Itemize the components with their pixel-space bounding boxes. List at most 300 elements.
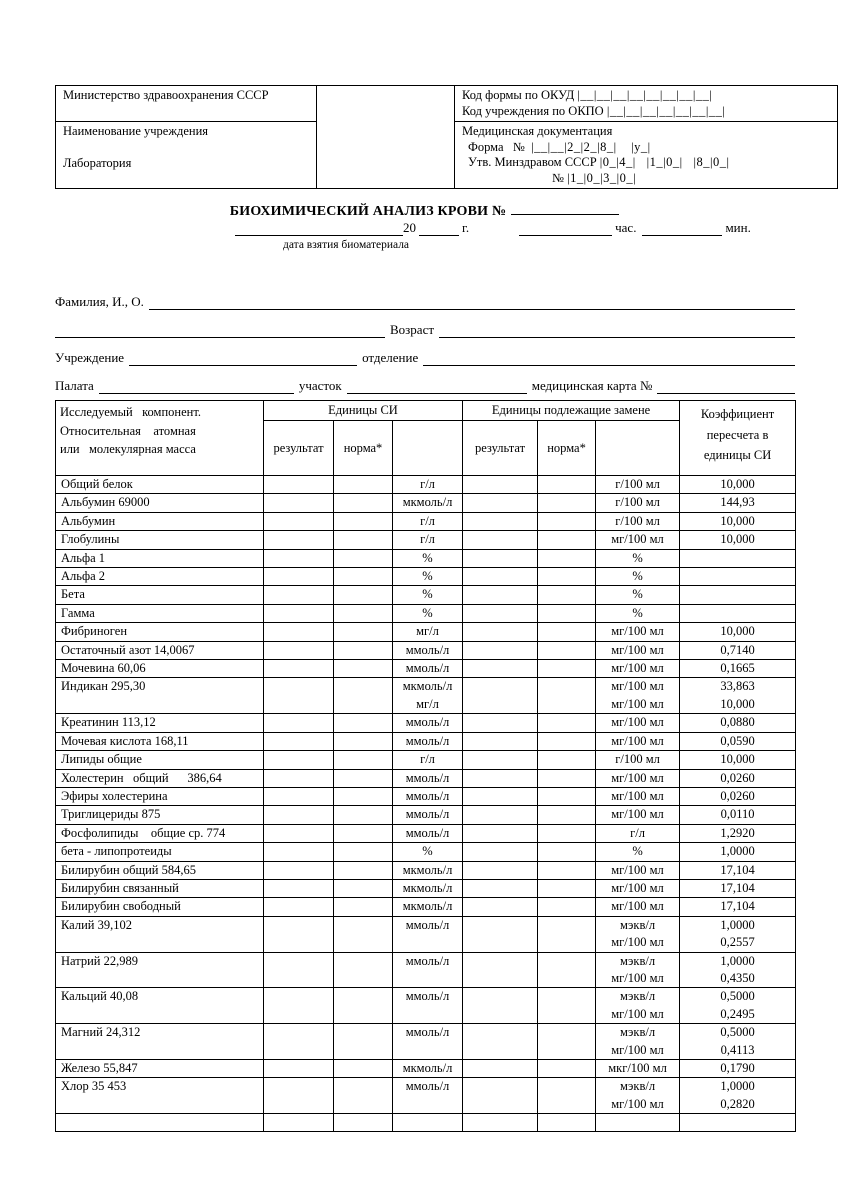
header-codes-box bbox=[55, 85, 838, 189]
cell-unit: мг/100 мл bbox=[596, 898, 680, 916]
cell-name: Калий 39,102 bbox=[56, 916, 264, 952]
institution-label: Учреждение bbox=[55, 350, 125, 365]
cell-unit: % bbox=[393, 843, 463, 861]
cell-norm bbox=[538, 1060, 596, 1078]
form-number-boxes: |__|__|2_|2_|8_| |у_| bbox=[531, 139, 651, 154]
cell-res bbox=[264, 732, 334, 750]
table-row bbox=[56, 714, 796, 732]
cell-name: Железо 55,847 bbox=[56, 1060, 264, 1078]
cell-res bbox=[463, 751, 538, 769]
cell-unit: % bbox=[596, 586, 680, 604]
med-doc-cell bbox=[455, 122, 838, 189]
cell-norm bbox=[538, 952, 596, 988]
cell-k: 0,1665 bbox=[680, 660, 796, 678]
cell-unit bbox=[596, 1114, 680, 1132]
cell-res bbox=[463, 494, 538, 512]
cell-unit: ммоль/л bbox=[393, 714, 463, 732]
coefficient-column-header: Коэффициент пересчета в единицы СИ bbox=[680, 401, 796, 476]
cell-name: Билирубин связанный bbox=[56, 879, 264, 897]
cell-unit: ммоль/л bbox=[393, 952, 463, 988]
cell-name: Альфа 1 bbox=[56, 549, 264, 567]
cell-unit: % bbox=[393, 549, 463, 567]
cell-name: Магний 24,312 bbox=[56, 1024, 264, 1060]
patient-age-row bbox=[55, 310, 795, 338]
cell-norm bbox=[334, 604, 393, 622]
cell-res bbox=[463, 604, 538, 622]
cell-res bbox=[463, 879, 538, 897]
cell-k: 144,93 bbox=[680, 494, 796, 512]
cell-res bbox=[463, 678, 538, 714]
cell-norm bbox=[538, 769, 596, 787]
cell-name: Гамма bbox=[56, 604, 264, 622]
table-row bbox=[56, 1078, 796, 1114]
cell-res bbox=[463, 769, 538, 787]
table-row bbox=[56, 732, 796, 750]
cell-unit: % bbox=[596, 604, 680, 622]
cell-res bbox=[264, 531, 334, 549]
minute-blank bbox=[642, 235, 722, 236]
cell-k: 1,0000 0,2557 bbox=[680, 916, 796, 952]
cell-norm bbox=[538, 861, 596, 879]
cell-unit: ммоль/л bbox=[393, 660, 463, 678]
cell-name: Билирубин общий 584,65 bbox=[56, 861, 264, 879]
cell-k: 33,863 10,000 bbox=[680, 678, 796, 714]
cell-res bbox=[463, 843, 538, 861]
cell-unit: % bbox=[393, 586, 463, 604]
cell-unit: ммоль/л bbox=[393, 1024, 463, 1060]
patient-name-blank-2 bbox=[55, 337, 385, 338]
cell-res bbox=[264, 1024, 334, 1060]
cell-norm bbox=[538, 787, 596, 805]
cell-k: 10,000 bbox=[680, 531, 796, 549]
cell-unit: мг/л bbox=[393, 623, 463, 641]
codes-cell bbox=[455, 86, 838, 122]
cell-name: Эфиры холестерина bbox=[56, 787, 264, 805]
cell-res bbox=[264, 641, 334, 659]
table-row bbox=[56, 586, 796, 604]
cell-res bbox=[264, 1078, 334, 1114]
cell-norm bbox=[334, 549, 393, 567]
cell-res bbox=[264, 861, 334, 879]
cell-unit: мг/100 мл bbox=[596, 879, 680, 897]
cell-unit: мкг/100 мл bbox=[596, 1060, 680, 1078]
cell-unit: г/л bbox=[393, 512, 463, 530]
cell-name: Холестерин общий 386,64 bbox=[56, 769, 264, 787]
institution-blank bbox=[129, 365, 357, 366]
cell-unit: мэкв/л мг/100 мл bbox=[596, 952, 680, 988]
cell-name: Остаточный азот 14,0067 bbox=[56, 641, 264, 659]
cell-unit: ммоль/л bbox=[393, 806, 463, 824]
ministry-label: Министерство здравоохранения СССР bbox=[63, 88, 269, 102]
cell-unit: ммоль/л bbox=[393, 641, 463, 659]
cell-res bbox=[264, 879, 334, 897]
cell-res bbox=[264, 916, 334, 952]
cell-res bbox=[264, 806, 334, 824]
cell-norm bbox=[334, 806, 393, 824]
district-label: участок bbox=[298, 378, 342, 393]
med-card-blank bbox=[657, 393, 795, 394]
age-label: Возраст bbox=[390, 322, 435, 337]
table-row bbox=[56, 1114, 796, 1132]
cell-name: Альбумин bbox=[56, 512, 264, 530]
cell-norm bbox=[538, 916, 596, 952]
cell-res bbox=[463, 1114, 538, 1132]
cell-unit: ммоль/л bbox=[393, 916, 463, 952]
cell-res bbox=[264, 952, 334, 988]
cell-name: бета - липопротеиды bbox=[56, 843, 264, 861]
old-result-header: результат bbox=[463, 421, 538, 476]
cell-k: 1,0000 0,2820 bbox=[680, 1078, 796, 1114]
cell-norm bbox=[538, 660, 596, 678]
cell-res bbox=[463, 1078, 538, 1114]
cell-k bbox=[680, 604, 796, 622]
institution-cell bbox=[56, 122, 317, 189]
table-row bbox=[56, 604, 796, 622]
cell-norm bbox=[334, 916, 393, 952]
cell-res bbox=[264, 476, 334, 494]
cell-norm bbox=[334, 952, 393, 988]
cell-name: Индикан 295,30 bbox=[56, 678, 264, 714]
results-table-body bbox=[56, 476, 796, 1132]
cell-res bbox=[463, 732, 538, 750]
cell-name: Мочевая кислота 168,11 bbox=[56, 732, 264, 750]
cell-norm bbox=[334, 531, 393, 549]
cell-res bbox=[463, 824, 538, 842]
age-blank bbox=[439, 337, 795, 338]
cell-res bbox=[463, 952, 538, 988]
cell-norm bbox=[334, 1078, 393, 1114]
cell-res bbox=[264, 1114, 334, 1132]
cell-unit: ммоль/л bbox=[393, 732, 463, 750]
cell-k: 0,5000 0,4113 bbox=[680, 1024, 796, 1060]
table-row bbox=[56, 568, 796, 586]
cell-norm bbox=[334, 714, 393, 732]
institution-name-label: Наименование учреждения bbox=[63, 124, 209, 138]
cell-norm bbox=[334, 1060, 393, 1078]
cell-res bbox=[463, 568, 538, 586]
cell-k: 0,0110 bbox=[680, 806, 796, 824]
cell-unit: % bbox=[393, 604, 463, 622]
cell-norm bbox=[538, 714, 596, 732]
year-suffix: г. bbox=[462, 220, 470, 235]
cell-norm bbox=[334, 843, 393, 861]
table-row bbox=[56, 476, 796, 494]
approved-date-boxes: |0_|4_| |1_|0_| |8_|0_| bbox=[599, 155, 730, 169]
cell-res bbox=[463, 476, 538, 494]
cell-unit: % bbox=[393, 568, 463, 586]
cell-res bbox=[264, 586, 334, 604]
table-row bbox=[56, 879, 796, 897]
cell-res bbox=[463, 586, 538, 604]
patient-name-label: Фамилия, И., О. bbox=[55, 294, 144, 309]
date-caption: дата взятия биоматериала bbox=[283, 239, 410, 251]
cell-k bbox=[680, 568, 796, 586]
cell-k: 0,1790 bbox=[680, 1060, 796, 1078]
table-row bbox=[56, 806, 796, 824]
cell-unit: мг/100 мл bbox=[596, 531, 680, 549]
cell-norm bbox=[538, 1114, 596, 1132]
cell-k: 0,5000 0,2495 bbox=[680, 988, 796, 1024]
cell-unit: г/100 мл bbox=[596, 476, 680, 494]
cell-norm bbox=[334, 586, 393, 604]
cell-k: 0,7140 bbox=[680, 641, 796, 659]
cell-res bbox=[264, 1060, 334, 1078]
old-units-group-header: Единицы подлежащие замене bbox=[463, 401, 680, 421]
old-norm-header: норма* bbox=[538, 421, 596, 476]
cell-norm bbox=[334, 1114, 393, 1132]
cell-name: Мочевина 60,06 bbox=[56, 660, 264, 678]
cell-norm bbox=[538, 623, 596, 641]
okud-code-boxes: |__|__|__|__|__|__|__|__| bbox=[577, 88, 713, 102]
order-number-line: № |1_|0_|3_|0_| bbox=[552, 170, 637, 185]
cell-res bbox=[264, 678, 334, 714]
cell-unit: ммоль/л bbox=[393, 1078, 463, 1114]
cell-norm bbox=[538, 512, 596, 530]
results-table bbox=[55, 400, 796, 1132]
cell-norm bbox=[334, 623, 393, 641]
cell-k: 1,0000 bbox=[680, 843, 796, 861]
cell-norm bbox=[538, 843, 596, 861]
cell-name: Глобулины bbox=[56, 531, 264, 549]
header-empty-cell bbox=[317, 86, 455, 189]
cell-unit: мг/100 мл bbox=[596, 861, 680, 879]
cell-name: Креатинин 113,12 bbox=[56, 714, 264, 732]
cell-k bbox=[680, 1114, 796, 1132]
cell-unit: мэкв/л мг/100 мл bbox=[596, 988, 680, 1024]
cell-res bbox=[463, 988, 538, 1024]
cell-norm bbox=[334, 641, 393, 659]
cell-norm bbox=[538, 604, 596, 622]
cell-unit: г/100 мл bbox=[596, 512, 680, 530]
district-blank bbox=[347, 393, 527, 394]
cell-res bbox=[463, 806, 538, 824]
institution-row bbox=[55, 338, 795, 366]
cell-norm bbox=[538, 476, 596, 494]
cell-unit: мг/100 мл bbox=[596, 806, 680, 824]
table-row bbox=[56, 824, 796, 842]
cell-name: Альфа 2 bbox=[56, 568, 264, 586]
cell-name: Бета bbox=[56, 586, 264, 604]
cell-res bbox=[264, 824, 334, 842]
cell-norm bbox=[334, 476, 393, 494]
cell-k: 17,104 bbox=[680, 898, 796, 916]
cell-name: Общий белок bbox=[56, 476, 264, 494]
cell-k: 17,104 bbox=[680, 861, 796, 879]
department-label: отделение bbox=[362, 350, 419, 365]
cell-unit: % bbox=[596, 568, 680, 586]
cell-res bbox=[264, 787, 334, 805]
table-row bbox=[56, 641, 796, 659]
cell-norm bbox=[334, 861, 393, 879]
cell-res bbox=[264, 568, 334, 586]
cell-name bbox=[56, 1114, 264, 1132]
hour-label: час. bbox=[615, 220, 637, 235]
table-row bbox=[56, 549, 796, 567]
cell-res bbox=[463, 898, 538, 916]
cell-norm bbox=[538, 1024, 596, 1060]
cell-res bbox=[264, 898, 334, 916]
cell-res bbox=[463, 623, 538, 641]
cell-k: 17,104 bbox=[680, 879, 796, 897]
cell-unit: г/100 мл bbox=[596, 494, 680, 512]
cell-norm bbox=[538, 586, 596, 604]
cell-unit: мэкв/л мг/100 мл bbox=[596, 916, 680, 952]
cell-k: 1,0000 0,4350 bbox=[680, 952, 796, 988]
cell-res bbox=[463, 1060, 538, 1078]
cell-norm bbox=[538, 988, 596, 1024]
year-blank bbox=[419, 235, 459, 236]
cell-k bbox=[680, 549, 796, 567]
cell-norm bbox=[334, 494, 393, 512]
cell-res bbox=[264, 604, 334, 622]
table-row bbox=[56, 861, 796, 879]
table-row bbox=[56, 952, 796, 988]
cell-name: Билирубин свободный bbox=[56, 898, 264, 916]
cell-res bbox=[264, 988, 334, 1024]
cell-norm bbox=[538, 531, 596, 549]
cell-unit: мг/100 мл bbox=[596, 732, 680, 750]
table-row bbox=[56, 769, 796, 787]
cell-norm bbox=[334, 678, 393, 714]
cell-unit: мэкв/л мг/100 мл bbox=[596, 1078, 680, 1114]
cell-k: 10,000 bbox=[680, 751, 796, 769]
cell-res bbox=[264, 714, 334, 732]
cell-norm bbox=[538, 1078, 596, 1114]
cell-k: 0,0260 bbox=[680, 787, 796, 805]
cell-norm bbox=[334, 732, 393, 750]
cell-k bbox=[680, 586, 796, 604]
cell-norm bbox=[538, 641, 596, 659]
table-row bbox=[56, 898, 796, 916]
cell-norm bbox=[538, 549, 596, 567]
department-blank bbox=[423, 365, 795, 366]
cell-name: Фибриноген bbox=[56, 623, 264, 641]
table-row bbox=[56, 494, 796, 512]
cell-k: 0,0880 bbox=[680, 714, 796, 732]
cell-unit: мкмоль/л bbox=[393, 494, 463, 512]
cell-res bbox=[463, 861, 538, 879]
cell-k: 10,000 bbox=[680, 512, 796, 530]
cell-unit: г/л bbox=[393, 531, 463, 549]
table-row bbox=[56, 512, 796, 530]
date-line bbox=[235, 219, 788, 236]
table-row bbox=[56, 1060, 796, 1078]
cell-name: Натрий 22,989 bbox=[56, 952, 264, 988]
order-number-boxes: |1_|0_|3_|0_| bbox=[567, 170, 637, 185]
hour-blank bbox=[519, 235, 612, 236]
cell-res bbox=[264, 494, 334, 512]
ward-blank bbox=[99, 393, 294, 394]
cell-unit: ммоль/л bbox=[393, 769, 463, 787]
cell-unit: ммоль/л bbox=[393, 787, 463, 805]
cell-res bbox=[264, 769, 334, 787]
approved-line: Утв. Минздравом СССР |0_|4_| |1_|0_| |8_|0_| bbox=[468, 155, 730, 169]
minute-label: мин. bbox=[725, 220, 751, 235]
cell-unit: г/л bbox=[393, 751, 463, 769]
cell-res bbox=[463, 531, 538, 549]
old-unit-header bbox=[596, 421, 680, 476]
cell-unit: г/100 мл bbox=[596, 751, 680, 769]
table-row bbox=[56, 678, 796, 714]
cell-norm bbox=[538, 898, 596, 916]
cell-k: 10,000 bbox=[680, 623, 796, 641]
cell-unit: мг/100 мл bbox=[596, 641, 680, 659]
cell-norm bbox=[334, 879, 393, 897]
cell-name: Триглицериды 875 bbox=[56, 806, 264, 824]
patient-name-row bbox=[55, 282, 795, 310]
component-column-header: Исследуемый компонент. Относительная атомная или молекулярная масса bbox=[56, 401, 264, 476]
patient-name-blank bbox=[149, 309, 795, 310]
cell-norm bbox=[538, 751, 596, 769]
cell-res bbox=[463, 1024, 538, 1060]
cell-res bbox=[264, 751, 334, 769]
cell-unit: г/л bbox=[393, 476, 463, 494]
cell-k: 10,000 bbox=[680, 476, 796, 494]
cell-norm bbox=[538, 568, 596, 586]
cell-unit: мкмоль/л мг/л bbox=[393, 678, 463, 714]
okpo-line: Код учреждения по ОКПО |__|__|__|__|__|__|__| bbox=[462, 103, 726, 118]
cell-norm bbox=[538, 879, 596, 897]
cell-norm bbox=[334, 769, 393, 787]
cell-norm bbox=[538, 806, 596, 824]
si-result-header: результат bbox=[264, 421, 334, 476]
cell-unit: г/л bbox=[596, 824, 680, 842]
date-blank bbox=[235, 235, 403, 236]
med-card-label: медицинская карта № bbox=[531, 378, 653, 393]
cell-res bbox=[264, 660, 334, 678]
cell-res bbox=[264, 843, 334, 861]
table-row bbox=[56, 660, 796, 678]
med-doc-label: Медицинская документация bbox=[462, 124, 613, 138]
cell-norm bbox=[334, 1024, 393, 1060]
table-row bbox=[56, 751, 796, 769]
cell-norm bbox=[538, 678, 596, 714]
cell-name: Хлор 35 453 bbox=[56, 1078, 264, 1114]
analysis-number-blank bbox=[511, 201, 619, 215]
cell-unit: мг/100 мл мг/100 мл bbox=[596, 678, 680, 714]
form-title bbox=[0, 201, 849, 220]
cell-unit: % bbox=[596, 843, 680, 861]
cell-res bbox=[264, 623, 334, 641]
table-row bbox=[56, 843, 796, 861]
table-row bbox=[56, 988, 796, 1024]
cell-res bbox=[463, 641, 538, 659]
cell-res bbox=[463, 787, 538, 805]
cell-norm bbox=[538, 494, 596, 512]
form-title-text: БИОХИМИЧЕСКИЙ АНАЛИЗ КРОВИ № bbox=[229, 204, 507, 219]
cell-norm bbox=[334, 512, 393, 530]
year-prefix: 20 bbox=[403, 220, 416, 235]
cell-k: 0,0260 bbox=[680, 769, 796, 787]
ministry-cell bbox=[56, 86, 317, 122]
form-number-line: Форма № |__|__|2_|2_|8_| |у_| bbox=[468, 139, 651, 154]
cell-unit: мг/100 мл bbox=[596, 787, 680, 805]
cell-unit: мг/100 мл bbox=[596, 769, 680, 787]
cell-unit: мкмоль/л bbox=[393, 1060, 463, 1078]
ward-label: Палата bbox=[55, 378, 94, 393]
table-row bbox=[56, 787, 796, 805]
cell-k: 1,2920 bbox=[680, 824, 796, 842]
cell-norm bbox=[334, 988, 393, 1024]
cell-norm bbox=[334, 898, 393, 916]
cell-unit: ммоль/л bbox=[393, 988, 463, 1024]
cell-res bbox=[463, 660, 538, 678]
table-row bbox=[56, 531, 796, 549]
patient-section bbox=[55, 282, 795, 394]
cell-res bbox=[463, 512, 538, 530]
si-unit-header bbox=[393, 421, 463, 476]
cell-unit: мкмоль/л bbox=[393, 879, 463, 897]
